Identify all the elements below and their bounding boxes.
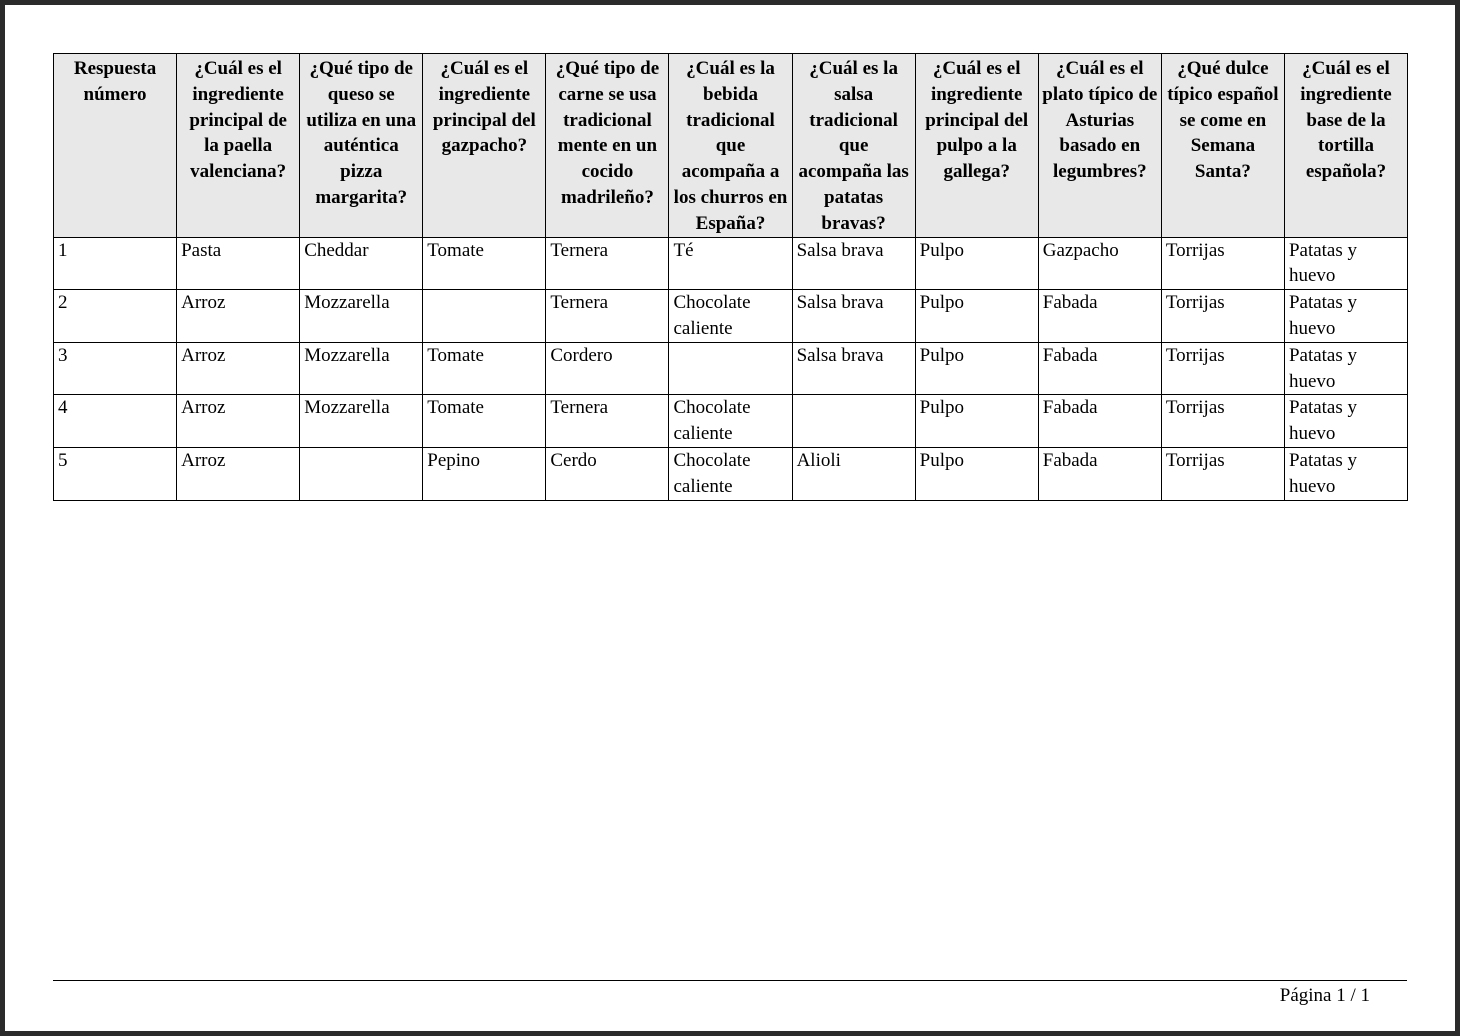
column-header-asturias-dish: ¿Cuál es el plato típico de Asturias basado en legumbres? [1038,54,1161,238]
column-header-churros-drink: ¿Cuál es la bebida tradicional que acompaña a los churros en España? [669,54,792,238]
table-cell: Chocolate caliente [669,447,792,500]
column-header-easter-sweet: ¿Qué dulce típico español se come en Semana Santa? [1161,54,1284,238]
table-cell: Mozzarella [300,395,423,448]
table-cell [300,447,423,500]
table-cell: Patatas y huevo [1284,395,1407,448]
table-cell: Arroz [177,447,300,500]
column-header-pizza-cheese: ¿Qué tipo de queso se utiliza en una auténtica pizza margarita? [300,54,423,238]
table-cell: Tomate [423,342,546,395]
table-row [54,447,1408,500]
table-cell: Cordero [546,342,669,395]
table-cell: Cheddar [300,237,423,290]
page-number: Página 1 / 1 [1279,985,1370,1006]
table-cell: Chocolate caliente [669,290,792,343]
table-cell: Pulpo [915,342,1038,395]
table-row [54,290,1408,343]
table-row [54,395,1408,448]
table-cell [669,342,792,395]
table-cell: Torrijas [1161,290,1284,343]
column-header-pulpo: ¿Cuál es el ingrediente principal del pulpo a la gallega? [915,54,1038,238]
table-cell: Tomate [423,395,546,448]
footer-divider [53,980,1407,981]
table-cell: Arroz [177,342,300,395]
table-cell: Patatas y huevo [1284,237,1407,290]
table-cell: Patatas y huevo [1284,447,1407,500]
column-header-paella: ¿Cuál es el ingrediente principal de la paella valenciana? [177,54,300,238]
table-cell: Salsa brava [792,342,915,395]
table-cell: Torrijas [1161,237,1284,290]
table-cell: Arroz [177,395,300,448]
column-header-gazpacho: ¿Cuál es el ingrediente principal del gazpacho? [423,54,546,238]
table-cell: Ternera [546,290,669,343]
table-cell: Chocolate caliente [669,395,792,448]
column-header-bravas-sauce: ¿Cuál es la salsa tradicional que acompaña las patatas bravas? [792,54,915,238]
table-cell: Pepino [423,447,546,500]
table-cell: Mozzarella [300,342,423,395]
table-cell: Salsa brava [792,237,915,290]
column-header-response-number: Respuesta número [54,54,177,238]
column-header-tortilla-base: ¿Cuál es el ingrediente base de la tortilla española? [1284,54,1407,238]
table-cell: Pulpo [915,290,1038,343]
table-cell: Patatas y huevo [1284,290,1407,343]
table-cell: Cerdo [546,447,669,500]
table-cell: Gazpacho [1038,237,1161,290]
column-header-cocido-meat: ¿Qué tipo de carne se usa tradicional mente en un cocido madrileño? [546,54,669,238]
table-cell: Ternera [546,237,669,290]
table-cell: Torrijas [1161,342,1284,395]
table-cell: Fabada [1038,447,1161,500]
table-cell: Ternera [546,395,669,448]
table-cell: Patatas y huevo [1284,342,1407,395]
table-cell: Pasta [177,237,300,290]
table-cell: Tomate [423,237,546,290]
table-cell: Alioli [792,447,915,500]
table-cell: 1 [54,237,177,290]
table-cell: Fabada [1038,342,1161,395]
table-cell: 4 [54,395,177,448]
table-row [54,342,1408,395]
table-cell: Pulpo [915,237,1038,290]
table-cell [792,395,915,448]
table-cell: Fabada [1038,290,1161,343]
table-cell: Té [669,237,792,290]
table-cell: Pulpo [915,447,1038,500]
table-header-row [54,54,1408,238]
survey-responses-table [53,53,1408,501]
table-cell: Pulpo [915,395,1038,448]
table-cell: Torrijas [1161,447,1284,500]
table-cell: 2 [54,290,177,343]
document-page [5,5,1455,1031]
table-cell: Fabada [1038,395,1161,448]
table-cell [423,290,546,343]
table-cell: Mozzarella [300,290,423,343]
table-cell: Salsa brava [792,290,915,343]
table-cell: Torrijas [1161,395,1284,448]
table-cell: 5 [54,447,177,500]
table-cell: Arroz [177,290,300,343]
table-cell: 3 [54,342,177,395]
table-row [54,237,1408,290]
